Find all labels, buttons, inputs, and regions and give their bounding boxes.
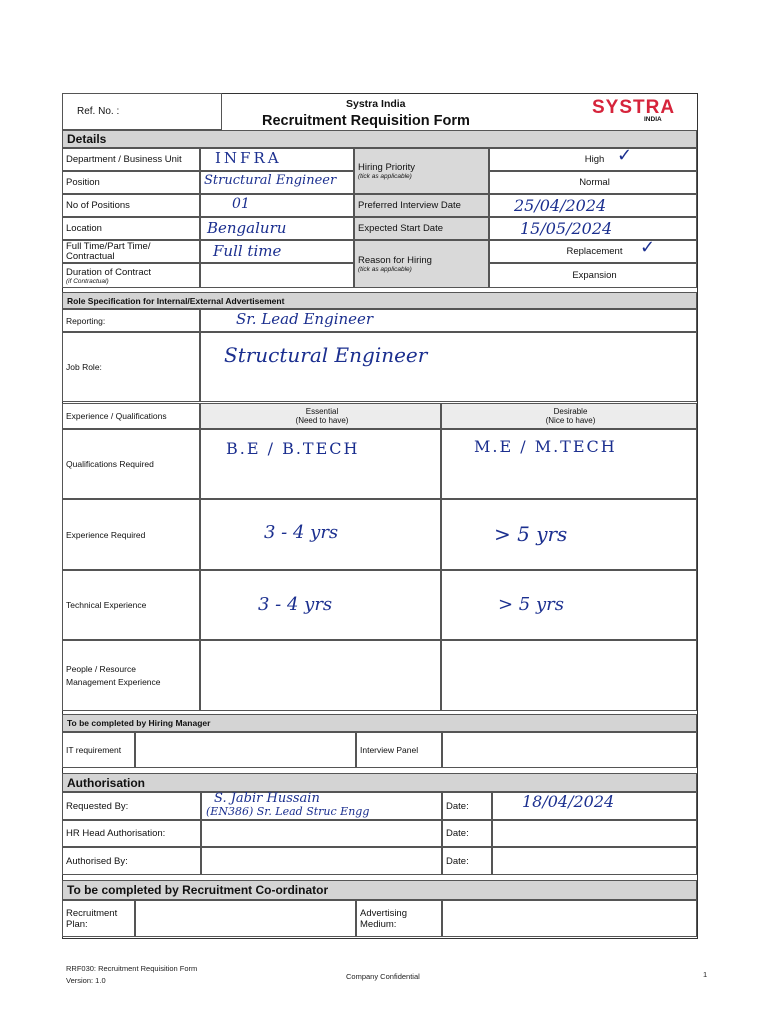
reason-label: Reason for Hiring [358,255,432,266]
desirable-label: Desirable [553,407,588,416]
exp-row-desirable-cell [441,570,697,640]
priority-sub: (tick as applicable) [358,173,412,180]
advertising-medium-value[interactable] [442,900,697,937]
priority-normal-cell [489,171,697,194]
location-value: Bengaluru [207,219,287,237]
replacement-tick-icon: ✓ [640,237,656,257]
fulltime-value: Full time [213,242,282,260]
desirable-header [441,403,697,429]
ref-no-label: Ref. No. : [77,106,120,117]
exp-row-desirable: > 5 yrs [498,594,564,615]
ref-no-cell [62,93,222,130]
requested-date-label: Date: [442,792,492,820]
reason-expansion: Expansion [572,270,617,281]
reason-label-cell [354,240,489,288]
exp-row-label: Technical Experience [62,570,200,640]
position-value: Structural Engineer [204,173,337,188]
hr-auth-value[interactable] [201,820,442,847]
reason-sub: (tick as applicable) [358,266,412,273]
requested-by-label: Requested By: [62,792,201,820]
hr-auth-label: HR Head Authorisation: [62,820,201,847]
exp-row-label: Qualifications Required [62,429,200,499]
requested-by-designation: (EN386) Sr. Lead Struc Engg [206,805,370,818]
details-heading: Details [62,130,697,148]
duration-sub: (if Contractual) [66,277,109,285]
hr-date-value[interactable] [492,820,697,847]
authorised-date-value[interactable] [492,847,697,875]
reporting-label: Reporting: [62,309,200,332]
high-tick-icon: ✓ [617,145,633,165]
requested-by-value: S. Jabir Hussain [214,791,320,806]
exp-row-essential: 3 - 4 yrs [264,522,339,543]
systra-logo [592,97,675,123]
priority-normal: Normal [579,177,610,188]
jobrole-label: Job Role: [62,332,200,402]
dept-label: Department / Business Unit [62,148,200,171]
recruitment-plan-value[interactable] [135,900,356,937]
priority-high-cell [489,148,697,171]
exp-header-label: Experience / Qualifications [62,403,200,429]
company-name: Systra India [346,98,406,110]
dept-value: INFRA [215,149,282,167]
priority-high: High [584,154,605,165]
exp-row-essential-cell [200,640,441,711]
authorised-by-label: Authorised By: [62,847,201,875]
interview-panel-value[interactable] [442,732,697,768]
reporting-value: Sr. Lead Engineer [236,310,374,328]
position-label: Position [62,171,200,194]
exp-row-desirable: > 5 yrs [494,522,568,546]
exp-row-essential: 3 - 4 yrs [258,594,333,615]
reason-expansion-cell [489,263,697,288]
priority-label: Hiring Priority [358,162,416,173]
start-date-value: 15/05/2024 [520,219,613,238]
hr-date-label: Date: [442,820,492,847]
essential-header [200,403,441,429]
interview-date-label: Preferred Interview Date [354,194,489,217]
hiring-manager-heading: To be completed by Hiring Manager [62,714,697,732]
exp-row-desirable: M.E / M.TECH [474,437,617,456]
interview-panel-label: Interview Panel [356,732,442,768]
footer-confidential: Company Confidential [346,972,420,981]
it-requirement-value[interactable] [135,732,356,768]
role-heading: Role Specification for Internal/External Advertisement [62,292,697,309]
logo-text: SYSTRA [592,97,676,118]
duration-label-cell [62,263,200,288]
footer-doc-ref: RRF030: Recruitment Requisition Form [66,964,198,973]
priority-label-cell [354,148,489,194]
exp-row-desirable-cell [441,640,697,711]
duration-value-cell [200,263,354,288]
positions-value-cell [200,194,354,217]
coordinator-heading: To be completed by Recruitment Co-ordinator [62,880,697,900]
reason-replacement: Replacement [566,246,623,257]
essential-sub: (Need to have) [295,416,349,425]
essential-label: Essential [305,407,339,416]
it-requirement-label: IT requirement [62,732,135,768]
exp-row-label: Experience Required [62,499,200,570]
footer-version: Version: 1.0 [66,976,106,985]
authorised-by-value[interactable] [201,847,442,875]
authorisation-heading: Authorisation [62,773,697,792]
exp-row-label: People / Resource Management Experience [62,640,200,711]
positions-label: No of Positions [62,194,200,217]
fulltime-label: Full Time/Part Time/ Contractual [62,240,200,263]
footer-page-number: 1 [703,970,708,979]
authorised-date-label: Date: [442,847,492,875]
exp-row-desirable-cell [441,499,697,570]
reason-replacement-cell [489,240,697,263]
jobrole-value: Structural Engineer [224,343,428,367]
exp-row-essential: B.E / B.TECH [226,439,360,458]
form-title: Recruitment Requisition Form [262,113,470,129]
duration-label: Duration of Contract [66,266,152,278]
recruitment-plan-label: Recruitment Plan: [62,900,135,937]
positions-value: 01 [232,196,250,212]
logo-sub: INDIA [644,116,662,123]
requested-date-value: 18/04/2024 [522,792,615,811]
desirable-sub: (Nice to have) [545,416,596,425]
advertising-medium-label: Advertising Medium: [356,900,442,937]
location-label: Location [62,217,200,240]
interview-date-value: 25/04/2024 [514,196,607,215]
start-date-label: Expected Start Date [354,217,489,240]
